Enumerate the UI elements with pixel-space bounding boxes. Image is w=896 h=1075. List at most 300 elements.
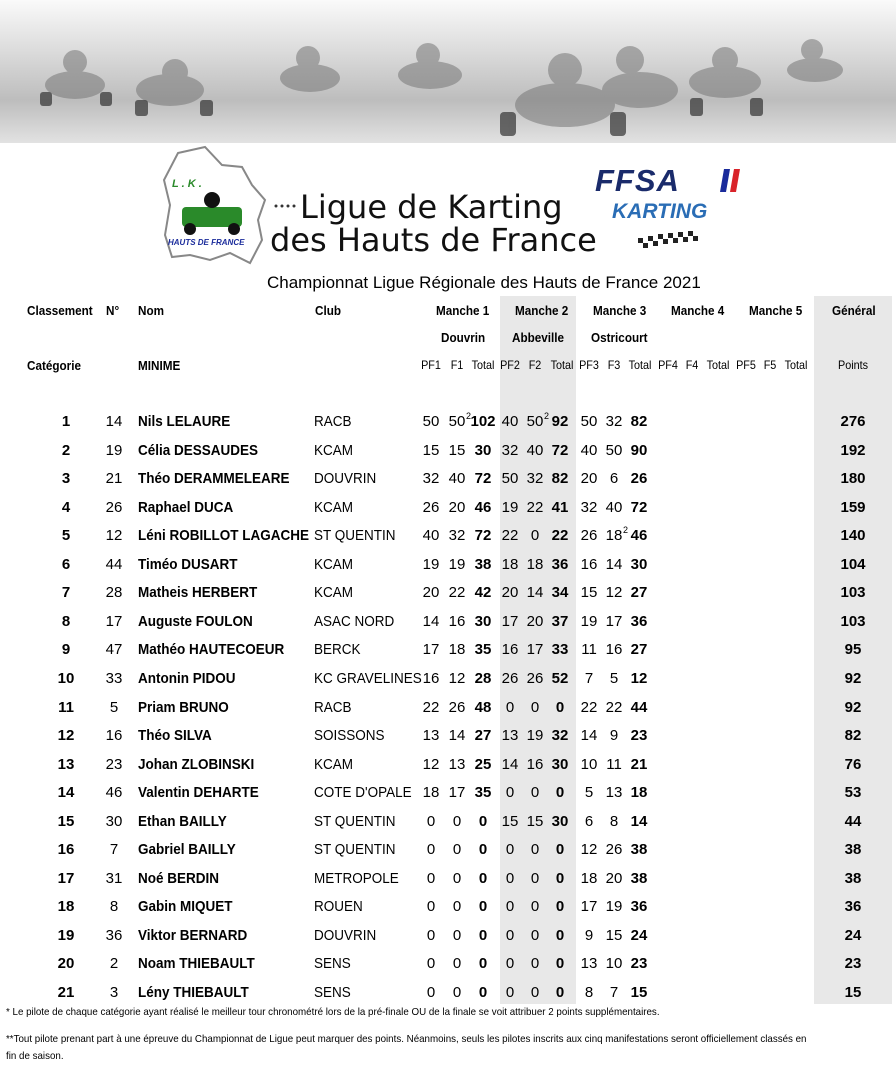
col-manche3: Manche 3 xyxy=(593,303,647,318)
m3-pf-cell: 5 xyxy=(584,784,594,802)
club-cell: COTE D'OPALE xyxy=(314,784,412,802)
club-cell: ROUEN xyxy=(314,898,363,916)
m3-pf-cell: 14 xyxy=(580,727,598,745)
m1-pf-cell: 19 xyxy=(422,555,440,573)
club-cell: SENS xyxy=(314,955,351,973)
m1-pf-cell: 14 xyxy=(422,612,440,630)
m1-f-cell: 14 xyxy=(448,727,466,745)
club-cell: ST QUENTIN xyxy=(314,841,396,859)
m1-pf-cell: 0 xyxy=(426,869,436,887)
m3-total-cell: 30 xyxy=(630,555,648,573)
subheader-manche2-total: Total xyxy=(550,358,574,372)
ffsa-logo-text: FFSA xyxy=(595,163,680,198)
name-cell: Lény THIEBAULT xyxy=(138,984,249,1001)
m3-total-cell: 36 xyxy=(630,612,648,630)
m2-f-cell: 18 xyxy=(526,555,544,573)
m2-pf-cell: 0 xyxy=(505,984,515,1001)
m1-total-cell: 0 xyxy=(478,869,488,887)
m1-total-cell: 0 xyxy=(478,926,488,944)
m1-total-cell: 0 xyxy=(478,812,488,830)
m3-f-cell: 32 xyxy=(605,413,623,430)
table-row xyxy=(0,579,896,607)
m2-pf-cell: 0 xyxy=(505,784,515,802)
number-cell: 30 xyxy=(105,812,123,830)
ligue-logo xyxy=(160,145,750,267)
m1-f-cell: 20 xyxy=(448,498,466,516)
name-cell: Nils LELAURE xyxy=(138,413,231,430)
m1-pf-cell: 17 xyxy=(422,641,440,659)
m3-total-cell: 23 xyxy=(630,727,648,745)
name-cell: Raphael DUCA xyxy=(138,498,234,516)
general-points-cell: 276 xyxy=(840,413,866,430)
rank-cell: 16 xyxy=(57,841,75,859)
table-row xyxy=(0,979,896,1007)
number-cell: 12 xyxy=(105,527,123,545)
col-manche2: Manche 2 xyxy=(515,303,569,318)
general-points-cell: 38 xyxy=(844,841,862,859)
rank-cell: 4 xyxy=(61,498,71,516)
m2-pf-cell: 22 xyxy=(501,527,519,545)
m2-f-cell: 16 xyxy=(526,755,544,773)
rank-cell: 2 xyxy=(61,441,71,459)
number-cell: 26 xyxy=(105,498,123,516)
m3-f-cell: 18 xyxy=(605,527,623,545)
m2-f-cell: 0 xyxy=(530,898,540,916)
club-cell: DOUVRIN xyxy=(314,926,377,944)
bonus-marker: 2 xyxy=(623,525,629,536)
m3-total-cell: 24 xyxy=(630,926,648,944)
ligue-title-line1: Ligue de Karting xyxy=(300,188,563,226)
m3-total-cell: 82 xyxy=(630,413,648,430)
m2-total-cell: 33 xyxy=(551,641,569,659)
m3-pf-cell: 11 xyxy=(581,641,597,659)
m3-pf-cell: 8 xyxy=(584,984,594,1001)
m2-f-cell: 0 xyxy=(530,698,540,716)
rank-cell: 1 xyxy=(61,413,71,430)
club-cell: KC GRAVELINES xyxy=(314,669,422,687)
m2-pf-cell: 13 xyxy=(501,727,519,745)
number-cell: 16 xyxy=(105,727,123,745)
m1-total-cell: 48 xyxy=(474,698,492,716)
m1-total-cell: 42 xyxy=(474,584,492,602)
m2-total-cell: 82 xyxy=(551,470,569,488)
m1-pf-cell: 0 xyxy=(426,841,436,859)
club-cell: RACB xyxy=(314,698,352,716)
rank-cell: 9 xyxy=(61,641,71,659)
m2-f-cell: 22 xyxy=(526,498,544,516)
general-points-cell: 15 xyxy=(844,984,862,1001)
m1-pf-cell: 0 xyxy=(426,955,436,973)
name-cell: Célia DESSAUDES xyxy=(138,441,259,459)
m3-f-cell: 15 xyxy=(605,926,623,944)
logo-map-text: HAUTS DE FRANCE xyxy=(168,238,245,247)
ffsa-flag-icon xyxy=(720,167,742,194)
karts-photo xyxy=(0,0,896,143)
m1-pf-cell: 26 xyxy=(422,498,440,516)
rank-cell: 18 xyxy=(57,898,75,916)
table-row xyxy=(0,608,896,636)
m3-total-cell: 38 xyxy=(630,841,648,859)
m3-total-cell: 36 xyxy=(630,898,648,916)
m2-pf-cell: 0 xyxy=(505,841,515,859)
m2-total-cell: 52 xyxy=(551,669,569,687)
m2-total-cell: 37 xyxy=(551,612,569,630)
col-general: Général xyxy=(832,303,876,318)
number-cell: 7 xyxy=(109,841,119,859)
m1-pf-cell: 15 xyxy=(422,441,440,459)
col-nom: Nom xyxy=(138,303,165,318)
m3-f-cell: 9 xyxy=(609,727,619,745)
m3-total-cell: 14 xyxy=(630,812,648,830)
subheader-manche1-pf: PF1 xyxy=(421,358,441,372)
m1-f-cell: 0 xyxy=(452,869,462,887)
subheader-manche3-total: Total xyxy=(628,358,652,372)
m2-total-cell: 0 xyxy=(555,784,565,802)
m1-total-cell: 46 xyxy=(474,498,492,516)
footnote-2-line1: **Tout pilote prenant part à une épreuve du Championnat de Ligue peut marquer des points. Néanmoins, seuls les pilotes inscrits aux cinq manifestations seront officiellement classés en xyxy=(6,1033,807,1045)
club-cell: KCAM xyxy=(314,584,354,602)
m1-pf-cell: 18 xyxy=(422,784,440,802)
m1-pf-cell: 50 xyxy=(422,413,440,430)
m2-f-cell: 0 xyxy=(530,984,540,1001)
table-row xyxy=(0,437,896,465)
m2-f-cell: 26 xyxy=(526,669,544,687)
subheader-manche3-f: F3 xyxy=(607,358,621,372)
rank-cell: 10 xyxy=(57,669,75,687)
m2-pf-cell: 15 xyxy=(501,812,519,830)
m1-f-cell: 22 xyxy=(448,584,466,602)
general-points-cell: 76 xyxy=(844,755,862,773)
m3-f-cell: 6 xyxy=(609,470,619,488)
logo-lk-text: L . K . xyxy=(172,178,202,190)
subheader-manche3-pf: PF3 xyxy=(579,358,599,372)
m1-pf-cell: 20 xyxy=(422,584,440,602)
col-categorie: Catégorie xyxy=(27,358,81,373)
m3-pf-cell: 12 xyxy=(580,841,598,859)
rank-cell: 6 xyxy=(61,555,71,573)
club-cell: METROPOLE xyxy=(314,869,399,887)
m2-total-cell: 41 xyxy=(551,498,569,516)
m2-total-cell: 0 xyxy=(555,698,565,716)
general-points-cell: 103 xyxy=(840,584,866,602)
number-cell: 17 xyxy=(105,612,123,630)
m2-f-cell: 40 xyxy=(526,441,544,459)
number-cell: 28 xyxy=(105,584,123,602)
m2-f-cell: 0 xyxy=(530,841,540,859)
number-cell: 2 xyxy=(109,955,119,973)
name-cell: Auguste FOULON xyxy=(138,612,253,630)
m3-f-cell: 17 xyxy=(605,612,623,630)
name-cell: Ethan BAILLY xyxy=(138,812,227,830)
m2-total-cell: 72 xyxy=(551,441,569,459)
m1-pf-cell: 0 xyxy=(426,926,436,944)
m2-f-cell: 0 xyxy=(530,784,540,802)
number-cell: 46 xyxy=(105,784,123,802)
m3-total-cell: 15 xyxy=(630,984,648,1001)
rank-cell: 12 xyxy=(57,727,75,745)
name-cell: Valentin DEHARTE xyxy=(138,784,259,802)
m2-total-cell: 0 xyxy=(555,841,565,859)
m3-pf-cell: 19 xyxy=(580,612,598,630)
m3-f-cell: 10 xyxy=(605,955,623,973)
m3-f-cell: 11 xyxy=(606,755,622,773)
col-club: Club xyxy=(315,303,342,318)
general-points-cell: 159 xyxy=(840,498,866,516)
m1-f-cell: 0 xyxy=(452,984,462,1001)
m3-total-cell: 90 xyxy=(630,441,648,459)
m3-f-cell: 13 xyxy=(605,784,623,802)
m3-total-cell: 26 xyxy=(630,470,648,488)
club-cell: KCAM xyxy=(314,755,354,773)
number-cell: 8 xyxy=(109,898,119,916)
number-cell: 3 xyxy=(109,984,119,1001)
subheader-manche2-f: F2 xyxy=(528,358,542,372)
table-row xyxy=(0,494,896,522)
number-cell: 21 xyxy=(105,470,123,488)
m3-pf-cell: 20 xyxy=(580,470,598,488)
m3-pf-cell: 50 xyxy=(580,413,598,430)
m2-f-cell: 0 xyxy=(530,869,540,887)
m3-f-cell: 7 xyxy=(609,984,619,1001)
m1-total-cell: 35 xyxy=(474,641,492,659)
rank-cell: 5 xyxy=(61,527,71,545)
rank-cell: 3 xyxy=(61,470,71,488)
m2-pf-cell: 32 xyxy=(501,441,519,459)
m3-pf-cell: 32 xyxy=(580,498,598,516)
m3-pf-cell: 18 xyxy=(580,869,598,887)
m3-pf-cell: 9 xyxy=(584,926,594,944)
m2-pf-cell: 40 xyxy=(501,413,519,430)
m2-pf-cell: 18 xyxy=(501,555,519,573)
m2-pf-cell: 0 xyxy=(505,698,515,716)
m2-total-cell: 22 xyxy=(551,527,569,545)
table-row xyxy=(0,522,896,550)
m2-pf-cell: 50 xyxy=(501,470,519,488)
m2-total-cell: 92 xyxy=(551,413,569,430)
m3-total-cell: 38 xyxy=(630,869,648,887)
m2-pf-cell: 16 xyxy=(501,641,519,659)
m1-total-cell: 0 xyxy=(478,955,488,973)
m1-total-cell: 0 xyxy=(478,841,488,859)
club-cell: ST QUENTIN xyxy=(314,812,396,830)
table-row xyxy=(0,893,896,921)
m3-pf-cell: 6 xyxy=(584,812,594,830)
m3-total-cell: 21 xyxy=(630,755,648,773)
m2-total-cell: 0 xyxy=(555,898,565,916)
general-points-cell: 53 xyxy=(844,784,862,802)
subheader-manche5-total: Total xyxy=(784,358,808,372)
number-cell: 5 xyxy=(109,698,119,716)
general-points-cell: 38 xyxy=(844,869,862,887)
speed-dots-icon xyxy=(272,201,300,211)
col-manche5: Manche 5 xyxy=(749,303,803,318)
col-manche1: Manche 1 xyxy=(436,303,490,318)
table-row xyxy=(0,636,896,664)
m1-pf-cell: 0 xyxy=(426,984,436,1001)
subheader-manche1-f: F1 xyxy=(450,358,464,372)
m1-total-cell: 35 xyxy=(474,784,492,802)
m2-total-cell: 30 xyxy=(551,755,569,773)
general-points-cell: 24 xyxy=(844,926,862,944)
m2-f-cell: 14 xyxy=(526,584,544,602)
m2-f-cell: 0 xyxy=(530,955,540,973)
rank-cell: 19 xyxy=(57,926,75,944)
rank-cell: 17 xyxy=(57,869,75,887)
m2-f-cell: 0 xyxy=(530,926,540,944)
table-row xyxy=(0,751,896,779)
table-row xyxy=(0,722,896,750)
m1-total-cell: 30 xyxy=(474,441,492,459)
name-cell: Antonin PIDOU xyxy=(138,669,236,687)
name-cell: Noé BERDIN xyxy=(138,869,220,887)
ligue-title-line2: des Hauts de France xyxy=(270,221,597,259)
club-cell: SOISSONS xyxy=(314,727,385,745)
m1-f-cell: 40 xyxy=(448,470,466,488)
m1-f-cell: 0 xyxy=(452,955,462,973)
m3-total-cell: 12 xyxy=(630,669,648,687)
m3-pf-cell: 13 xyxy=(580,955,598,973)
m1-pf-cell: 12 xyxy=(422,755,440,773)
header-banner-image xyxy=(0,0,896,143)
general-points-cell: 82 xyxy=(844,727,862,745)
m1-f-cell: 0 xyxy=(452,812,462,830)
name-cell: Théo SILVA xyxy=(138,727,212,745)
col-classement: Classement xyxy=(27,303,93,318)
m2-total-cell: 36 xyxy=(551,555,569,573)
col-points: Points xyxy=(837,358,869,372)
general-points-cell: 92 xyxy=(844,669,862,687)
m2-pf-cell: 0 xyxy=(505,898,515,916)
m3-f-cell: 26 xyxy=(605,841,623,859)
club-cell: BERCK xyxy=(314,641,361,659)
m3-pf-cell: 16 xyxy=(580,555,598,573)
rank-cell: 20 xyxy=(57,955,75,973)
m1-total-cell: 0 xyxy=(478,984,488,1001)
name-cell: Gabriel BAILLY xyxy=(138,841,236,859)
m2-f-cell: 32 xyxy=(526,470,544,488)
m1-f-cell: 0 xyxy=(452,898,462,916)
m2-f-cell: 15 xyxy=(526,812,544,830)
name-cell: Mathéo HAUTECOEUR xyxy=(138,641,285,659)
name-cell: Théo DERAMMELEARE xyxy=(138,470,290,488)
m1-total-cell: 0 xyxy=(478,898,488,916)
m1-total-cell: 72 xyxy=(474,527,492,545)
m2-pf-cell: 17 xyxy=(501,612,519,630)
m1-pf-cell: 16 xyxy=(422,669,440,687)
m3-total-cell: 72 xyxy=(630,498,648,516)
m2-pf-cell: 0 xyxy=(505,926,515,944)
m1-total-cell: 28 xyxy=(474,669,492,687)
table-row xyxy=(0,665,896,693)
m2-f-cell: 0 xyxy=(530,527,540,545)
number-cell: 19 xyxy=(105,441,123,459)
m3-total-cell: 23 xyxy=(630,955,648,973)
championship-title: Championnat Ligue Régionale des Hauts de France 2021 xyxy=(267,273,701,292)
m3-f-cell: 14 xyxy=(605,555,623,573)
m3-pf-cell: 7 xyxy=(584,669,594,687)
bonus-marker: 2 xyxy=(544,411,550,421)
table-row xyxy=(0,950,896,978)
m1-f-cell: 32 xyxy=(448,527,466,545)
m3-total-cell: 18 xyxy=(630,784,648,802)
m3-pf-cell: 17 xyxy=(580,898,598,916)
club-cell: SENS xyxy=(314,984,351,1001)
m1-total-cell: 25 xyxy=(474,755,492,773)
general-points-cell: 140 xyxy=(840,527,866,545)
number-cell: 31 xyxy=(105,869,123,887)
m3-f-cell: 50 xyxy=(605,441,623,459)
number-cell: 44 xyxy=(105,555,123,573)
table-row xyxy=(0,408,896,436)
general-points-cell: 192 xyxy=(840,441,866,459)
m1-pf-cell: 0 xyxy=(426,898,436,916)
m2-total-cell: 0 xyxy=(555,984,565,1001)
m2-total-cell: 0 xyxy=(555,955,565,973)
rank-cell: 11 xyxy=(58,698,74,716)
rank-cell: 14 xyxy=(57,784,75,802)
number-cell: 33 xyxy=(105,669,123,687)
m1-f-cell: 26 xyxy=(448,698,466,716)
m3-pf-cell: 26 xyxy=(580,527,598,545)
col-manche4: Manche 4 xyxy=(671,303,725,318)
table-row xyxy=(0,465,896,493)
number-cell: 36 xyxy=(105,926,123,944)
checkered-flag-icon xyxy=(638,230,713,252)
hauts-de-france-map-icon xyxy=(160,145,270,267)
table-row xyxy=(0,551,896,579)
m1-pf-cell: 32 xyxy=(422,470,440,488)
m2-total-cell: 34 xyxy=(551,584,569,602)
general-points-cell: 104 xyxy=(840,555,866,573)
subheader-manche5-f: F5 xyxy=(763,358,777,372)
bonus-marker: 2 xyxy=(466,411,472,421)
m3-pf-cell: 15 xyxy=(580,584,598,602)
club-cell: RACB xyxy=(314,413,352,430)
m1-f-cell: 15 xyxy=(448,441,466,459)
m2-pf-cell: 0 xyxy=(505,955,515,973)
m3-total-cell: 44 xyxy=(630,698,648,716)
category-value: MINIME xyxy=(138,358,181,373)
m2-pf-cell: 0 xyxy=(505,869,515,887)
karting-logo-text: KARTING xyxy=(612,200,708,223)
m1-total-cell: 30 xyxy=(474,612,492,630)
subheader-manche4-f: F4 xyxy=(685,358,699,372)
club-cell: ST QUENTIN xyxy=(314,527,396,545)
m2-total-cell: 32 xyxy=(551,727,569,745)
m2-total-cell: 0 xyxy=(555,869,565,887)
m1-total-cell: 72 xyxy=(474,470,492,488)
m3-f-cell: 8 xyxy=(609,812,619,830)
m1-pf-cell: 40 xyxy=(422,527,440,545)
name-cell: Viktor BERNARD xyxy=(138,926,248,944)
rank-cell: 8 xyxy=(61,612,71,630)
m2-pf-cell: 14 xyxy=(501,755,519,773)
m2-pf-cell: 19 xyxy=(501,498,519,516)
name-cell: Priam BRUNO xyxy=(138,698,229,716)
footnote-1: * Le pilote de chaque catégorie ayant réalisé le meilleur tour chronométré lors de la pré-finale OU de la finale se voit attribuer 2 points supplémentaires. xyxy=(6,1006,660,1018)
table-row xyxy=(0,922,896,950)
m1-pf-cell: 13 xyxy=(422,727,440,745)
number-cell: 47 xyxy=(105,641,123,659)
m2-f-cell: 50 xyxy=(526,413,544,430)
m1-total-cell: 27 xyxy=(474,727,492,745)
general-points-cell: 44 xyxy=(844,812,862,830)
m1-f-cell: 50 xyxy=(448,413,466,430)
m2-f-cell: 19 xyxy=(526,727,544,745)
table-row xyxy=(0,865,896,893)
subheader-manche4-pf: PF4 xyxy=(658,358,678,372)
m1-f-cell: 17 xyxy=(448,784,466,802)
